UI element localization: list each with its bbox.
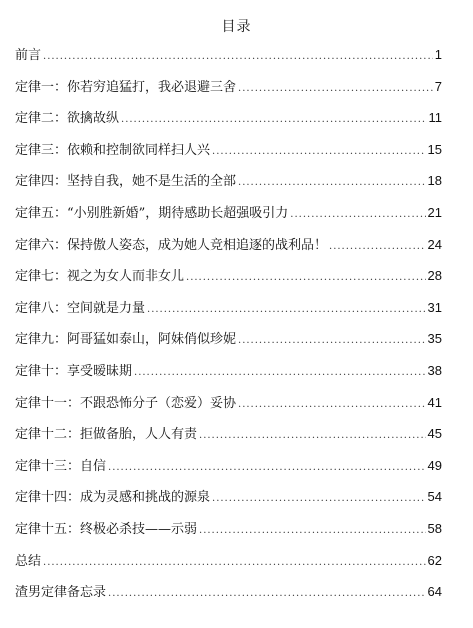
toc-entry-law-10[interactable] — [15, 360, 442, 392]
dot-leader — [212, 146, 426, 157]
dot-leader — [290, 209, 425, 220]
toc-entry-law-7[interactable] — [15, 265, 442, 297]
toc-entry-law-9[interactable] — [15, 328, 442, 360]
toc-entry-label: 定律十四：成为灵感和挑战的源泉 — [15, 490, 211, 506]
dot-leader — [238, 177, 426, 188]
toc-entry-label: 定律六：保持傲人姿态，成为她人竞相追逐的战利品！ — [15, 237, 328, 253]
toc-entry-label: 定律四：坚持自我，她不是生活的全部 — [15, 174, 237, 190]
toc-entry-label: 定律二：欲擒故纵 — [15, 111, 120, 127]
dot-leader — [199, 525, 426, 536]
toc-entry-law-5[interactable] — [15, 202, 442, 234]
toc-list — [15, 44, 442, 613]
toc-entry-law-13[interactable] — [15, 455, 442, 487]
dot-leader — [212, 493, 426, 504]
toc-entry-page: 41 — [427, 394, 442, 410]
dot-leader — [199, 430, 426, 441]
toc-entry-label: 渣男定律备忘录 — [15, 585, 107, 601]
toc-entry-label: 定律七：视之为女人而非女儿 — [15, 269, 185, 285]
toc-entry-page: 49 — [427, 457, 442, 473]
dot-leader — [43, 51, 433, 62]
toc-entry-label: 定律十：享受暧昧期 — [15, 363, 133, 379]
toc-entry-label: 定律一：你若穷追猛打，我必退避三舍 — [15, 79, 237, 95]
toc-entry-law-14[interactable] — [15, 486, 442, 518]
toc-entry-memo[interactable] — [15, 581, 442, 613]
toc-entry-summary[interactable] — [15, 550, 442, 582]
dot-leader — [147, 304, 426, 315]
toc-entry-law-6[interactable] — [15, 234, 442, 266]
toc-entry-page: 58 — [427, 520, 442, 536]
toc-entry-page: 18 — [427, 173, 442, 189]
toc-entry-page: 21 — [427, 204, 442, 220]
toc-entry-label: 定律八：空间就是力量 — [15, 300, 146, 316]
dot-leader — [121, 114, 426, 125]
toc-entry-page: 7 — [434, 78, 442, 94]
toc-entry-law-11[interactable] — [15, 392, 442, 424]
toc-entry-law-3[interactable] — [15, 139, 442, 171]
toc-entry-page: 62 — [427, 552, 442, 568]
dot-leader — [134, 367, 426, 378]
dot-leader — [329, 241, 426, 252]
toc-entry-page: 1 — [434, 47, 442, 62]
toc-entry-label: 定律五：“小别胜新婚”，期待感助长超强吸引力 — [15, 205, 289, 221]
toc-entry-label: 定律十五：终极必杀技——示弱 — [15, 521, 198, 537]
toc-entry-law-1[interactable] — [15, 76, 442, 108]
toc-entry-preface[interactable] — [15, 44, 442, 76]
dot-leader — [108, 462, 426, 473]
dot-leader — [238, 83, 433, 94]
toc-entry-page: 54 — [427, 489, 442, 505]
dot-leader — [43, 557, 426, 568]
dot-leader — [238, 335, 426, 346]
toc-entry-page: 15 — [427, 141, 442, 157]
toc-entry-law-2[interactable] — [15, 107, 442, 139]
toc-entry-law-4[interactable] — [15, 170, 442, 202]
toc-entry-label: 定律十一：不跟恐怖分子（恋爱）妥协 — [15, 395, 237, 411]
toc-entry-law-8[interactable] — [15, 297, 442, 329]
toc-entry-label: 前言 — [15, 48, 42, 63]
toc-entry-page: 11 — [428, 110, 442, 126]
toc-entry-label: 定律九：阿哥猛如泰山，阿妹俏似珍妮 — [15, 332, 237, 348]
toc-entry-page: 24 — [427, 236, 442, 252]
toc-entry-page: 45 — [427, 426, 442, 442]
toc-entry-label: 定律十三：自信 — [15, 458, 107, 474]
toc-entry-page: 35 — [427, 331, 442, 347]
dot-leader — [108, 588, 426, 599]
toc-entry-law-12[interactable] — [15, 423, 442, 455]
toc-title: 目录 — [221, 19, 252, 35]
dot-leader — [186, 272, 426, 283]
toc-entry-label: 定律十二：拒做备胎，人人有责 — [15, 427, 198, 443]
dot-leader — [238, 399, 426, 410]
toc-entry-label: 定律三：依赖和控制欲同样扫人兴 — [15, 142, 211, 158]
toc-entry-label: 总结 — [15, 553, 42, 569]
toc-entry-page: 38 — [427, 362, 442, 378]
toc-entry-law-15[interactable] — [15, 518, 442, 550]
toc-entry-page: 64 — [427, 584, 442, 600]
toc-entry-page: 28 — [427, 268, 442, 284]
toc-entry-page: 31 — [427, 299, 442, 315]
